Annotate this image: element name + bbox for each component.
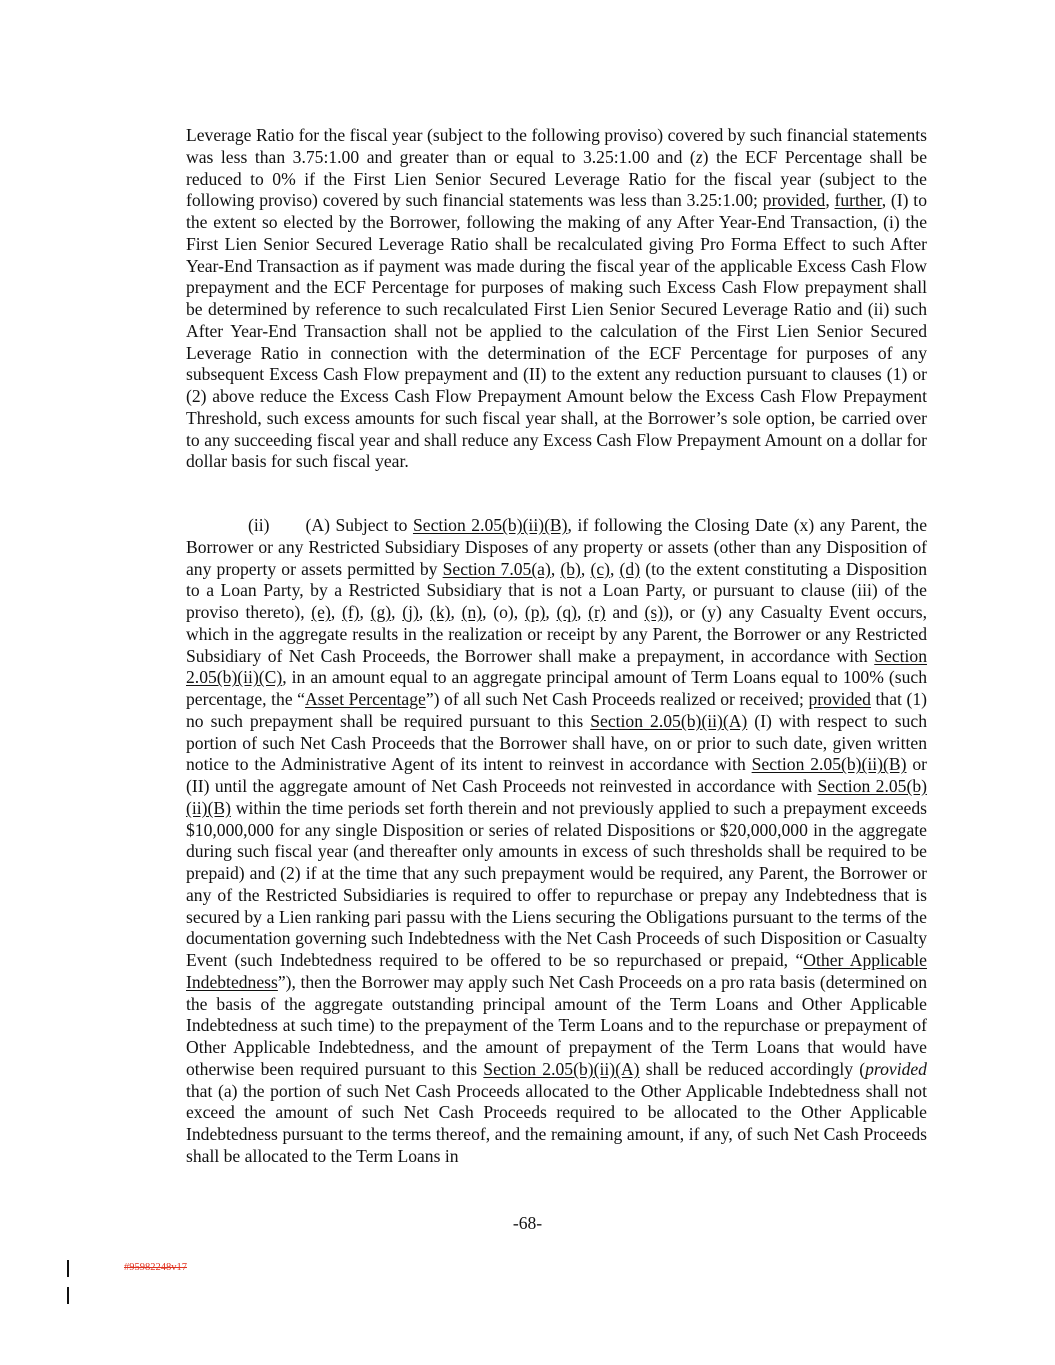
clause-reference: (r) — [588, 602, 606, 622]
clause-reference: (s) — [644, 602, 664, 622]
paragraph-asset-sales-prepayment — [186, 515, 927, 1168]
clause-reference: (f) — [341, 602, 360, 622]
change-bar — [67, 1287, 69, 1304]
clause-number: (ii) — [248, 515, 270, 535]
section-reference: Section 2.05(b)(ii)(B) — [751, 754, 907, 775]
italic-term-provided: provided — [865, 1058, 927, 1079]
text-run: ) the ECF Percentage shall be reduced to 0% if the First Lien Senior Secured Leverage Ratio for the fiscal year (subject to the following proviso) covered by such financial statements was less than 3.25:1.00; — [186, 146, 928, 211]
text-run: , — [545, 602, 557, 622]
text-run: that (a) the portion of such Net Cash Proceeds allocated to the Other Applicable Indebtedness shall not exceed the amount of such Net Cash Proceeds required to be allocated to the Other Applicable Indebtedness pursuant to the terms thereof, and the remaining amount, if any, of such Net Cash Proceeds shall be allocated to the Term Loans in — [186, 1080, 927, 1166]
underlined-term-provided: provided — [762, 190, 826, 211]
text-run: , — [550, 558, 561, 579]
text-run: ”) of all such Net Cash Proceeds realized or received; — [425, 689, 809, 709]
text-run: and — [605, 602, 645, 622]
text-run: , if following the Closing Date (x) any Parent, the Borrower or any Restricted Subsidiary Disposes of any property or assets (other than any Disposition of any property or assets permitted by — [186, 515, 928, 579]
clause-reference: (p) — [524, 602, 546, 622]
text-run: ), or (y) any Casualty Event occurs, which in the aggregate results in the realization or receipt by any Parent, the Borrower or any Restricted Subsidiary of Net Cash Proceeds, the Borrower shall make a prepayment, in accordance with — [186, 602, 928, 666]
clause-reference: (j) — [402, 602, 419, 622]
defined-term: Other Applicable Indebtedness — [186, 950, 927, 992]
clause-reference: (c) — [590, 558, 610, 579]
text-run: (to the extent constituting a Disposition to a Loan Party, by a Restricted Subsidiary that is not a Loan Party, or pursuant to clause (iii) of the proviso thereto), — [186, 558, 927, 622]
text-run: , — [330, 602, 342, 622]
section-reference: Section 2.05(b)(ii)(A) — [483, 1058, 640, 1079]
text-run: (A) Subject to — [305, 515, 413, 535]
text-run: , — [825, 190, 835, 211]
change-bar — [67, 1260, 69, 1277]
text-run: , — [359, 602, 371, 622]
section-reference: Section 2.05(b)(ii)(B) — [186, 776, 927, 818]
clause-reference: (d) — [619, 558, 641, 579]
text-run: , — [610, 558, 620, 579]
text-run: that (1) no such prepayment shall be required pursuant to this — [186, 689, 927, 731]
section-reference: Section 2.05(b)(ii)(C) — [186, 645, 927, 688]
italic-term: z — [695, 146, 703, 167]
section-reference: Section 7.05(a) — [442, 558, 551, 579]
text-run: Leverage Ratio for the fiscal year (subject to the following proviso) covered by such financial statements was less than 3.75:1.00 and greater than or equal to 3.25:1.00 and ( — [186, 125, 927, 167]
defined-term: Asset Percentage — [305, 689, 426, 709]
clause-reference: (e) — [311, 602, 331, 622]
paragraph-leverage-proviso — [186, 125, 927, 473]
text-run: , in an amount equal to an aggregate principal amount of Term Loans equal to 100% (such percentage, the “ — [186, 667, 927, 709]
clause-reference: (n) — [461, 602, 483, 622]
text-run: within the time periods set forth therein and not previously applied to such a prepayment exceeds $10,000,000 for any single Disposition or series of related Dispositions or $20,000,000 in the aggregate during such fiscal year (and thereafter only amounts in excess of such thresholds shall be required to be prepaid) and (2) if at the time that any such prepayment would be required, any Parent, the Borrower or any of the Restricted Subsidiaries is required to offer to repurchase or prepay any Indebtedness that is secured by a Lien ranking pari passu with the Liens securing the Obligations pursuant to the terms of the documentation governing such Indebtedness with the Net Cash Proceeds of such Disposition or Casualty Event (such Indebtedness required to be offered to be so repurchased or prepaid, “ — [186, 797, 927, 970]
text-run: , (o), — [482, 602, 525, 622]
clause-reference: (g) — [370, 602, 392, 622]
text-run: or (II) until the aggregate amount of Net Cash Proceeds not reinvested in accordance with — [186, 754, 927, 796]
text-run: (I) with respect to such portion of such Net Cash Proceeds that the Borrower shall have, on or prior to such date, given written notice to the Administrative Agent of its intent to reinvest in accordance with — [186, 710, 928, 775]
page-number: -68- — [512, 1213, 543, 1233]
underlined-term-further: further — [834, 190, 882, 211]
document-id-footer: #95982248v17 — [124, 1262, 187, 1273]
text-run: , — [450, 602, 462, 622]
text-run: , — [418, 602, 430, 622]
text-run: , — [580, 558, 591, 579]
text-run: , — [391, 602, 403, 622]
text-run: , (I) to the extent so elected by the Borrower, following the making of any After Year-End Transaction, (i) the First Lien Senior Secured Leverage Ratio shall be recalculated giving Pro Forma Effect to such After Year-End Transaction as if payment was made during the fiscal year of the applicable Excess Cash Flow prepayment and the ECF Percentage for purposes of making such Excess Cash Flow prepayment shall be determined by reference to such recalculated First Lien Senior Secured Leverage Ratio and (ii) such After Year-End Transaction shall not be applied to the calculation of the First Lien Senior Secured Leverage Ratio in connection with the determination of the ECF Percentage for purposes of any subsequent Excess Cash Flow prepayment and (II) to the extent any reduction pursuant to clauses (1) or (2) above reduce the Excess Cash Flow Prepayment Amount below the Excess Cash Flow Prepayment Threshold, such excess amounts for such fiscal year shall, at the Borrower’s sole option, be carried over to any succeeding fiscal year and shall reduce any Excess Cash Flow Prepayment Amount on a dollar for dollar basis for such fiscal year. — [186, 190, 927, 472]
section-reference: Section 2.05(b)(ii)(A) — [590, 710, 748, 731]
clause-reference: (k) — [429, 602, 451, 622]
clause-reference: (q) — [556, 602, 577, 622]
section-reference: Section 2.05(b)(ii)(B) — [412, 515, 568, 535]
text-run: shall be reduced accordingly ( — [639, 1058, 866, 1079]
text-run: ”), then the Borrower may apply such Net Cash Proceeds on a pro rata basis (determined on the basis of the aggregate outstanding principal amount of the Term Loans and Other Applicable Indebtedness at such time) to the prepayment of the Term Loans and to the repurchase or prepayment of Other Applicable Indebtedness, and the amount of prepayment of the Term Loans that would have otherwise been required pursuant to this — [186, 971, 927, 1079]
underlined-term-provided: provided — [808, 689, 871, 709]
text-run: , — [576, 602, 589, 622]
clause-reference: (b) — [560, 558, 581, 579]
